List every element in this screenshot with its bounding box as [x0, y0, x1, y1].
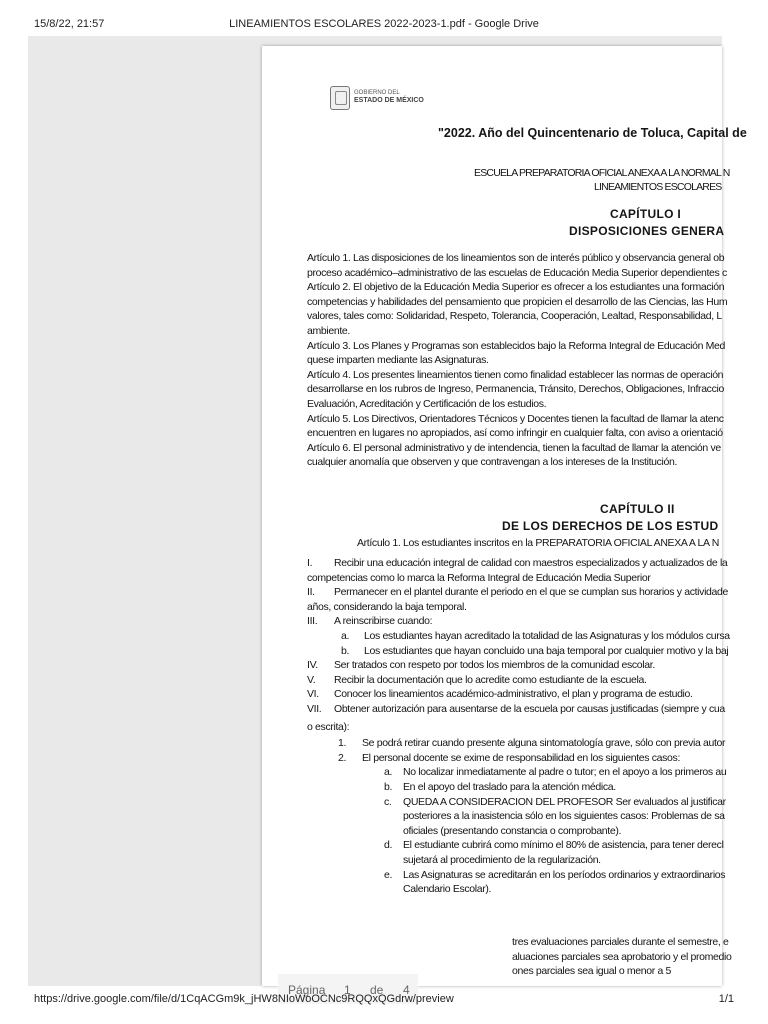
item-text: competencias como lo marca la Reforma Integral de Educación Media Superior [307, 571, 651, 584]
item-text: Recibir la documentación que lo acredite como estudiante de la escuela. [334, 673, 647, 686]
body-line: Artículo 6. El personal administrativo y de intendencia, tienen la facultad de llamar la atención ve [307, 441, 721, 454]
body-line: tres evaluaciones parciales durante el semestre, e [512, 936, 729, 948]
item-number: V. [307, 673, 316, 686]
item-number: b. [341, 644, 350, 657]
item-text: Recibir una educación integral de calidad con maestros especializados y actualizados de la [334, 557, 728, 569]
item-text: No localizar inmediatamente al padre o tutor; en el apoyo a los primeros au [403, 766, 727, 779]
item-text: El estudiante cubrirá como mínimo el 80% de asistencia, para tener derecl [403, 839, 724, 852]
item-number: 2. [338, 751, 347, 764]
item-number: a. [341, 630, 350, 642]
item-text: años, considerando la baja temporal. [307, 600, 467, 613]
pdf-page [262, 46, 747, 986]
item-text: A reinscribirse cuando: [334, 615, 433, 628]
item-text: Se podrá retirar cuando presente alguna sintomatología grave, sólo con previa autor [362, 737, 726, 750]
item-number: VI. [307, 688, 319, 701]
body-line: valores, tales como: Solidaridad, Respeto, Tolerancia, Cooperación, Lealtad, Responsabilidad, L [307, 310, 722, 323]
body-line: Evaluación, Acreditación y Certificación de los estudios. [307, 397, 547, 410]
item-text: oficiales (presentando constancia o comprobante). [403, 824, 622, 837]
item-text: QUEDA A CONSIDERACION DEL PROFESOR Ser evaluados al justificar [403, 795, 726, 808]
logo-line2: ESTADO DE MÉXICO [354, 97, 424, 104]
print-datetime: 15/8/22, 21:57 [34, 18, 105, 30]
body-line: quese imparten mediante las Asignaturas. [307, 354, 489, 367]
print-title: LINEAMIENTOS ESCOLARES 2022-2023-1.pdf - Google Drive [229, 18, 539, 30]
print-url: https://drive.google.com/file/d/1CqACGm9k_jHW8NIoWoOCNc9RQQxQGdrw/preview [34, 993, 454, 1005]
body-line: desarrollarse en los rubros de Ingreso, Permanencia, Tránsito, Derechos, Obligaciones, Infraccio [307, 383, 724, 396]
body-line: competencias y habilidades del pensamiento que propicien el desarrollo de las Ciencias, las Hum [307, 295, 728, 308]
item-number: II. [307, 586, 315, 599]
item-number: 1. [338, 737, 347, 750]
item-text: Los estudiantes hayan acreditado la totalidad de las Asignaturas y los módulos cursa [364, 630, 730, 642]
body-line: Artículo 4. Los presentes lineamientos tienen como finalidad establecer las normas de operación [307, 368, 724, 381]
item-text: Ser tratados con respeto por todos los miembros de la comunidad escolar. [334, 659, 655, 672]
body-line: Artículo 5. Los Directivos, Orientadores Técnicos y Docentes tienen la facultad de llamar la atenc [307, 412, 724, 425]
bottom-text [512, 935, 731, 979]
school-name: ESCUELA PREPARATORIA OFICIAL ANEXA A LA NORMAL N [474, 167, 730, 179]
item-number: VII. [307, 703, 322, 715]
chapter2-title: CAPÍTULO II [600, 502, 675, 516]
of-label: de [370, 983, 384, 997]
seal-icon [330, 86, 350, 110]
item-number: c. [384, 795, 392, 808]
print-footer [0, 991, 768, 1011]
item-number: III. [307, 615, 318, 628]
body-line: proceso académico–administrativo de las escuelas de Educación Media Superior dependientes c [307, 266, 727, 279]
item-text: Los estudiantes que hayan concluido una baja temporal por cualquier motivo y la baj [364, 644, 729, 657]
chapter2-intro: Artículo 1. Los estudiantes inscritos en la PREPARATORIA OFICIAL ANEXA A LA N [357, 537, 719, 549]
item-text: Calendario Escolar). [403, 883, 492, 896]
item-text: sujetará al procedimiento de la regularización. [403, 854, 601, 866]
motto-heading: "2022. Año del Quincentenario de Toluca, Capital de [438, 126, 747, 140]
item-text: Permanecer en el plantel durante el periodo en el que se cumplan sus horarios y actividade [334, 586, 729, 599]
document-subtitle: LINEAMIENTOS ESCOLARES [594, 181, 722, 193]
item-text: Las Asignaturas se acreditarán en los períodos ordinarios y extraordinarios [403, 868, 726, 881]
body-line: encuentren en lugares no apropiados, así como infringir en cualquier falta, con aviso a orientació [307, 427, 723, 440]
body-line: aluaciones parciales sea aprobatorio y el promedio [512, 950, 732, 963]
pdf-viewer[interactable] [28, 36, 747, 997]
body-line: cualquier anomalía que observen y que contravengan a los intereses de la Institución. [307, 456, 678, 469]
item-text: En el apoyo del traslado para la atención médica. [403, 781, 616, 793]
body-line: Artículo 3. Los Planes y Programas son establecidos bajo la Reforma Integral de Educación Med [307, 339, 726, 352]
body-line: Artículo 2. El objetivo de la Educación Media Superior es ofrecer a los estudiantes una formación [307, 281, 725, 294]
logo-line1: GOBIERNO DEL [354, 90, 400, 96]
item-number: IV. [307, 659, 318, 672]
page-label: Página [288, 983, 326, 997]
item-number: d. [384, 839, 393, 852]
item-number: a. [384, 766, 393, 779]
page-content [262, 46, 747, 986]
item-text: posteriores a la inasistencia sólo en los siguientes casos: Problemas de sa [403, 810, 725, 823]
item-text: o escrita): [307, 720, 350, 733]
chapter1-title: CAPÍTULO I [610, 207, 681, 221]
item-number: e. [384, 868, 393, 881]
body-line: ambiente. [307, 324, 350, 337]
chapter1-subtitle: DISPOSICIONES GENERA [569, 224, 725, 238]
body-line: ones parciales sea igual o menor a 5 [512, 965, 672, 978]
item-number: I. [307, 557, 313, 569]
item-text: Conocer los lineamientos académico-administrativo, el plan y programa de estudio. [334, 688, 693, 701]
current-page-input[interactable]: 1 [344, 983, 351, 997]
body-line: Artículo 1. Las disposiciones de los lineamientos son de interés público y observancia general ob [307, 252, 725, 264]
item-text: Obtener autorización para ausentarse de la escuela por causas justificadas (siempre y cua [334, 703, 725, 715]
chapter1-body [307, 251, 727, 470]
item-text: El personal docente se exime de responsabilidad en los siguientes casos: [362, 751, 681, 764]
print-page-count: 1/1 [718, 993, 734, 1005]
total-pages: 4 [403, 983, 410, 997]
item-number: b. [384, 781, 393, 793]
chapter2-subtitle: DE LOS DERECHOS DE LOS ESTUD [502, 519, 719, 533]
print-header [0, 16, 768, 36]
